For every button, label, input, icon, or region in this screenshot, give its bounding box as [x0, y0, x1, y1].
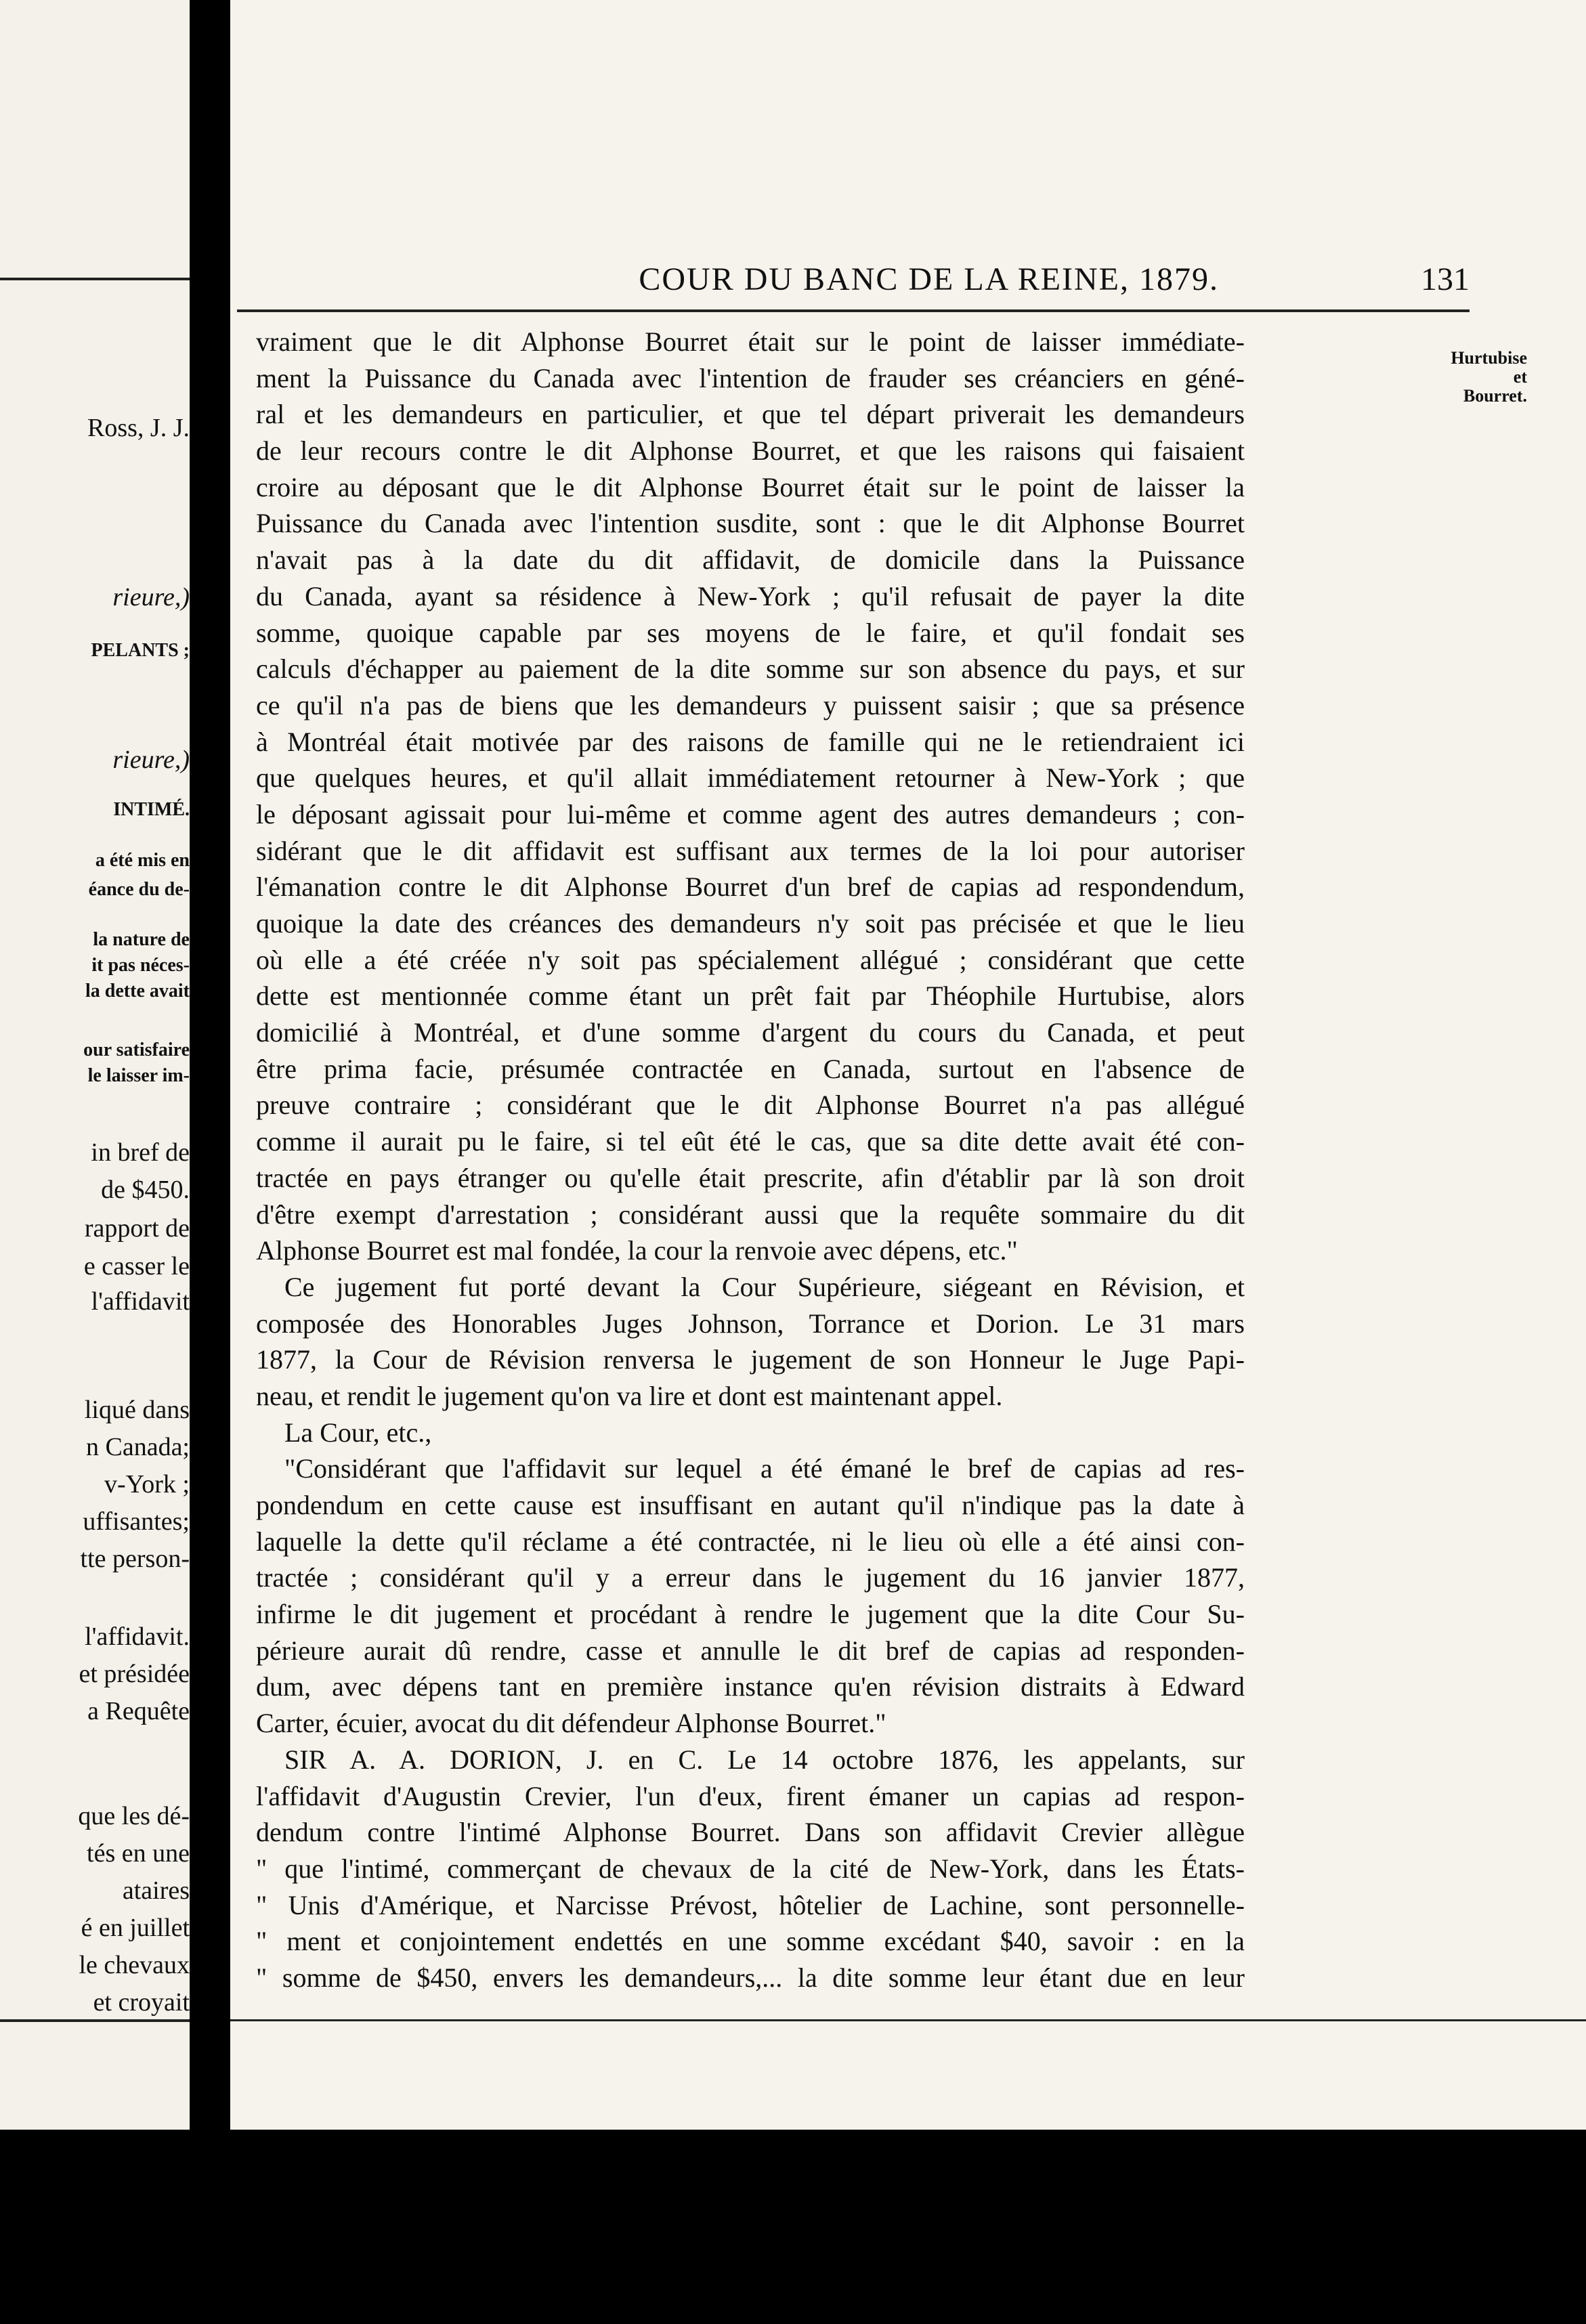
bottom-rule: [230, 2019, 1586, 2021]
text-line: calculs d'échapper au paiement de la dite somme sur son absence du pays, et sur: [256, 653, 1245, 685]
text-line: que quelques heures, et qu'il allait immédiatement retourner à New-York ; que: [256, 762, 1245, 794]
text-line: sidérant que le dit affidavit est suffisant aux termes de la loi pour autoriser: [256, 835, 1245, 866]
text-line: ral et les demandeurs en particulier, et que tel départ priverait les demandeurs: [256, 399, 1245, 430]
text-line: pondendum en cette cause est insuffisant en autant qu'il n'indique pas la date à: [256, 1490, 1245, 1520]
left-fragment-line: uffisantes;: [83, 1507, 190, 1536]
left-fragment-line: la nature de: [93, 929, 190, 950]
previous-page-fragment: [0, 0, 190, 2324]
text-line: " ment et conjointement endettés en une somme excédant $40, savoir : en la: [256, 1926, 1245, 1957]
left-fragment-line: et présidée: [79, 1660, 190, 1688]
text-line: infirme le dit jugement et procédant à rendre le jugement que la dite Cour Su-: [256, 1599, 1245, 1630]
text-line: quoique la date des créances des demandeurs n'y soit pas précisée et que le lieu: [256, 908, 1245, 939]
text-line: ce qu'il n'a pas de biens que les demandeurs y puissent saisir ; que sa présence: [256, 689, 1245, 720]
left-fragment-line: le laisser im-: [87, 1065, 190, 1086]
text-line: d'être exempt d'arrestation ; considérant aussi que la requête sommaire du dit: [256, 1199, 1245, 1230]
left-fragment-line: tte person-: [80, 1545, 190, 1573]
left-fragment-line: v-York ;: [104, 1470, 190, 1499]
text-line: tractée en pays étranger ou qu'elle était prescrite, afin d'établir par là son droit: [256, 1162, 1245, 1193]
text-line: preuve contraire ; considérant que le dit Alphonse Bourret n'a pas allégué: [256, 1090, 1245, 1121]
left-fragment-line: éance du de-: [88, 879, 190, 900]
text-line: Ce jugement fut porté devant la Cour Supérieure, siégeant en Révision, et: [284, 1271, 1245, 1302]
text-line: composée des Honorables Juges Johnson, Torrance et Dorion. Le 31 mars: [256, 1308, 1245, 1339]
text-line: du Canada, ayant sa résidence à New-York ; qu'il refusait de payer la dite: [256, 580, 1245, 611]
text-line: Alphonse Bourret est mal fondée, la cour la renvoie avec dépens, etc.": [256, 1235, 1018, 1266]
left-fragment-line: rapport de: [84, 1214, 190, 1243]
left-fragment-line: a Requête: [87, 1697, 190, 1725]
text-line: "Considérant que l'affidavit sur lequel a été émané le bref de capias ad res-: [284, 1453, 1245, 1484]
running-head: COUR DU BANC DE LA REINE, 1879.: [639, 261, 1219, 297]
text-line: être prima facie, présumée contractée en Canada, surtout en l'absence de: [256, 1053, 1245, 1084]
text-line: dette est mentionnée comme étant un prêt fait par Théophile Hurtubise, alors: [256, 981, 1245, 1012]
margin-note-line: Hurtubise: [1451, 348, 1527, 368]
text-line: La Cour, etc.,: [284, 1417, 432, 1448]
text-line: somme, quoique capable par ses moyens de le faire, et qu'il fondait ses: [256, 617, 1245, 648]
left-fragment-line: our satisfaire: [83, 1039, 190, 1060]
left-fragment-line: in bref de: [91, 1138, 190, 1167]
text-line: vraiment que le dit Alphonse Bourret était sur le point de laisser immédiate-: [256, 326, 1245, 357]
text-line: Carter, écuier, avocat du dit défendeur Alphonse Bourret.": [256, 1708, 886, 1739]
left-fragment-line: liqué dans: [84, 1396, 190, 1424]
left-fragment-rule: [0, 2019, 190, 2022]
margin-note-line: Bourret.: [1463, 386, 1527, 406]
text-line: Puissance du Canada avec l'intention susdite, sont : que le dit Alphonse Bourret: [256, 508, 1245, 539]
text-line: laquelle la dette qu'il réclame a été contractée, ni le lieu où elle a été ainsi con-: [256, 1526, 1245, 1557]
left-fragment-line: le chevaux: [79, 1951, 190, 1979]
main-page: [230, 0, 1586, 2324]
text-line: ment la Puissance du Canada avec l'intention de frauder ses créanciers en géné-: [256, 362, 1245, 393]
left-fragment-line: e casser le: [83, 1252, 190, 1281]
left-fragment-line: l'affidavit.: [85, 1622, 190, 1651]
text-line: l'émanation contre le dit Alphonse Bourret d'un bref de capias ad respondendum,: [256, 872, 1245, 903]
page-number: 131: [1421, 261, 1470, 297]
body-text: [256, 324, 1245, 1996]
text-line: domicilié à Montréal, et d'une somme d'argent du cours du Canada, et peut: [256, 1017, 1245, 1048]
left-fragment-rule: [0, 278, 190, 280]
left-fragment-line: que les dé-: [78, 1802, 190, 1830]
text-line: l'affidavit d'Augustin Crevier, l'un d'eux, firent émaner un capias ad respon-: [256, 1780, 1245, 1811]
text-line: périeure aurait dû rendre, casse et annulle le dit bref de capias ad responden-: [256, 1635, 1245, 1666]
text-line: " que l'intimé, commerçant de chevaux de la cité de New-York, dans les États-: [256, 1853, 1245, 1884]
left-fragment-line: rieure,): [112, 746, 190, 774]
text-line: n'avait pas à la date du dit affidavit, de domicile dans la Puissance: [256, 544, 1245, 576]
text-line: " Unis d'Amérique, et Narcisse Prévost, hôtelier de Lachine, sont personnelle-: [256, 1889, 1245, 1920]
text-line: SIR A. A. DORION, J. en C. Le 14 octobre 1876, les appelants, sur: [284, 1744, 1245, 1775]
text-line: comme il aurait pu le faire, si tel eût été le cas, que sa dite dette avait été con-: [256, 1126, 1245, 1157]
text-line: où elle a été créée n'y soit pas spécialement allégué ; considérant que cette: [256, 944, 1245, 975]
text-line: à Montréal était motivée par des raisons de famille qui ne le retiendraient ici: [256, 726, 1245, 757]
text-line: 1877, la Cour de Révision renversa le jugement de son Honneur le Juge Papi-: [256, 1344, 1245, 1375]
left-fragment-line: it pas néces-: [91, 955, 190, 976]
left-fragment-line: a été mis en: [95, 850, 190, 871]
text-line: croire au déposant que le dit Alphonse Bourret était sur le point de laisser la: [256, 471, 1245, 502]
left-fragment-line: tés en une: [87, 1839, 190, 1868]
left-fragment-line: INTIMÉ.: [113, 799, 190, 820]
text-line: neau, et rendit le jugement qu'on va lire et dont est maintenant appel.: [256, 1380, 1003, 1411]
text-line: " somme de $450, envers les demandeurs,... la dite somme leur étant due en leur: [256, 1962, 1245, 1993]
left-fragment-line: l'affidavit: [91, 1287, 190, 1316]
left-fragment-line: Ross, J. J.: [87, 414, 190, 442]
left-fragment-line: é en juillet: [81, 1914, 190, 1942]
scan-border: [0, 2130, 1586, 2324]
left-fragment-line: rieure,): [112, 583, 190, 611]
header-rule: [237, 309, 1470, 312]
left-fragment-line: de $450.: [101, 1176, 190, 1204]
text-line: dum, avec dépens tant en première instance qu'en révision distraits à Edward: [256, 1671, 1245, 1702]
margin-note: [1256, 349, 1527, 406]
margin-note-line: et: [1513, 367, 1527, 387]
left-fragment-line: et croyait: [93, 1988, 190, 2017]
page-gutter: [190, 0, 230, 2324]
left-fragment-line: ataires: [122, 1876, 190, 1905]
text-line: dendum contre l'intimé Alphonse Bourret. Dans son affidavit Crevier allègue: [256, 1817, 1245, 1848]
text-line: de leur recours contre le dit Alphonse Bourret, et que les raisons qui faisaient: [256, 435, 1245, 467]
left-fragment-line: PELANTS ;: [91, 640, 190, 661]
text-line: tractée ; considérant qu'il y a erreur dans le jugement du 16 janvier 1877,: [256, 1562, 1245, 1593]
left-fragment-line: n Canada;: [85, 1433, 190, 1461]
text-line: le déposant agissait pour lui-même et comme agent des autres demandeurs ; con-: [256, 798, 1245, 830]
left-fragment-line: la dette avait: [85, 981, 190, 1002]
